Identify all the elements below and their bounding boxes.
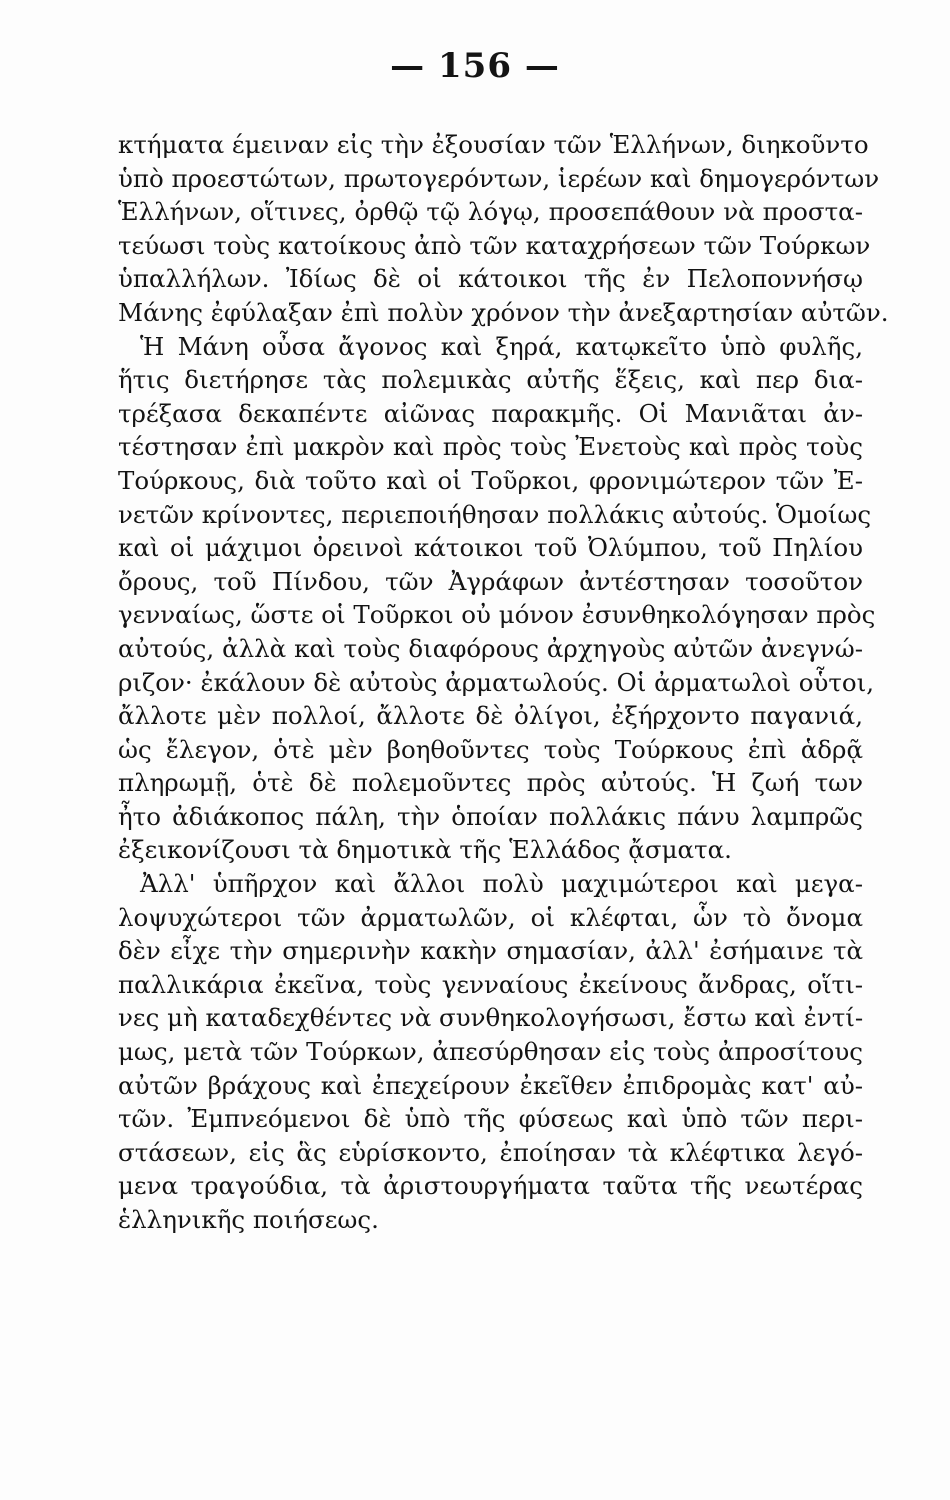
text-line: καὶ οἱ μάχιμοι ὀρεινοὶ κάτοικοι τοῦ Ὀλύμπου, τοῦ Πηλίου <box>118 533 863 563</box>
text-line: ὑπαλλήλων. Ἰδίως δὲ οἱ κάτοικοι τῆς ἐν Πελοποννήσῳ <box>118 264 863 294</box>
text-line: τῶν. Ἐμπνεόμενοι δὲ ὑπὸ τῆς φύσεως καὶ ὑπὸ τῶν περι- <box>118 1104 863 1134</box>
text-line: ὄρους, τοῦ Πίνδου, τῶν Ἀγράφων ἀντέστησαν τοσοῦτον <box>118 566 863 596</box>
text-line: μως, μετὰ τῶν Τούρκων, ἀπεσύρθησαν εἰς τοὺς ἀπροσίτους <box>118 1037 863 1067</box>
text-line: αὐτούς, ἀλλὰ καὶ τοὺς διαφόρους ἀρχηγοὺς αὐτῶν ἀνεγνώ- <box>118 633 863 663</box>
text-line: ἑλληνικῆς ποιήσεως. <box>118 1205 379 1234</box>
text-line: αὐτῶν βράχους καὶ ἐπεχείρουν ἐκεῖθεν ἐπιδρομὰς κατ' αὐ- <box>118 1070 863 1100</box>
text-line: τεύωσι τοὺς κατοίκους ἀπὸ τῶν καταχρήσεων τῶν Τούρκων <box>118 230 871 260</box>
text-line: ὡς ἔλεγον, ὁτὲ μὲν βοηθοῦντες τοὺς Τούρκους ἐπὶ ἁδρᾷ <box>118 734 863 764</box>
text-line: ἄλλοτε μὲν πολλοί, ἄλλοτε δὲ ὀλίγοι, ἐξήρχοντο παγανιά, <box>118 701 863 731</box>
text-line: μενα τραγούδια, τὰ ἀριστουργήματα ταῦτα τῆς νεωτέρας <box>118 1171 863 1201</box>
text-line: ἐξεικονίζουσι τὰ δημοτικὰ τῆς Ἑλλάδος ᾄσματα. <box>118 835 732 865</box>
text-line: τρέξασα δεκαπέντε αἰῶνας παρακμῆς. Οἱ Μανιᾶται ἀν- <box>118 398 863 428</box>
text-line: νετῶν κρίνοντες, περιεποιήθησαν πολλάκις αὐτούς. Ὁμοίως <box>118 499 872 529</box>
text-line: ριζον· ἐκάλουν δὲ αὐτοὺς ἀρματωλούς. Οἱ ἀρματωλοὶ οὗτοι, <box>118 667 875 697</box>
text-line: Ἑλλήνων, οἵτινες, ὀρθῷ τῷ λόγῳ, προσεπάθουν νὰ προστα- <box>118 197 863 227</box>
body-text <box>118 128 889 1237</box>
text-line: ἦτο ἀδιάκοπος πάλη, τὴν ὁποίαν πολλάκις πάνυ λαμπρῶς <box>118 801 863 831</box>
page-number: — 156 — <box>390 46 560 86</box>
text-line: δὲν εἶχε τὴν σημερινὴν κακὴν σημασίαν, ἀλλ' ἐσήμαινε τὰ <box>118 936 863 966</box>
text-line: Μάνης ἐφύλαξαν ἐπὶ πολὺν χρόνον τὴν ἀνεξαρτησίαν αὐτῶν. <box>118 297 889 327</box>
text-line: πληρωμῇ, ὁτὲ δὲ πολεμοῦντες πρὸς αὐτούς. Ἡ ζωή των <box>118 768 863 798</box>
text-line: Ἡ Μάνη οὖσα ἄγονος καὶ ξηρά, κατῳκεῖτο ὑπὸ φυλῆς, <box>140 331 863 361</box>
text-line: γενναίως, ὥστε οἱ Τοῦρκοι οὐ μόνον ἐσυνθηκολόγησαν πρὸς <box>118 600 876 630</box>
text-line: Τούρκους, διὰ τοῦτο καὶ οἱ Τοῦρκοι, φρονιμώτερον τῶν Ἐ- <box>118 465 863 495</box>
text-line: παλλικάρια ἐκεῖνα, τοὺς γενναίους ἐκείνους ἄνδρας, οἵτι- <box>118 969 863 999</box>
text-line: ὑπὸ προεστώτων, πρωτογερόντων, ἱερέων καὶ δημογερόντων <box>118 163 880 193</box>
text-line: κτήματα έμειναν εἰς τὴν ἐξουσίαν τῶν Ἑλλήνων, διηκοῦντο <box>118 130 869 159</box>
text-line: λοψυχώτεροι τῶν ἀρματωλῶν, οἱ κλέφται, ὧν τὸ ὄνομα <box>118 902 863 932</box>
text-line: ἥτις διετήρησε τὰς πολεμικὰς αὐτῆς ἕξεις, καὶ περ δια- <box>118 365 863 395</box>
text-line: στάσεων, εἰς ἃς εὑρίσκοντο, ἐποίησαν τὰ κλέφτικα λεγό- <box>118 1137 863 1167</box>
text-line: τέστησαν ἐπὶ μακρὸν καὶ πρὸς τοὺς Ἐνετοὺς καὶ πρὸς τοὺς <box>118 432 863 462</box>
text-line: Ἀλλ' ὑπῆρχον καὶ ἄλλοι πολὺ μαχιμώτεροι καὶ μεγα- <box>140 869 863 899</box>
text-line: νες μὴ καταδεχθέντες νὰ συνθηκολογήσωσι, ἔστω καὶ ἐντί- <box>118 1003 864 1033</box>
